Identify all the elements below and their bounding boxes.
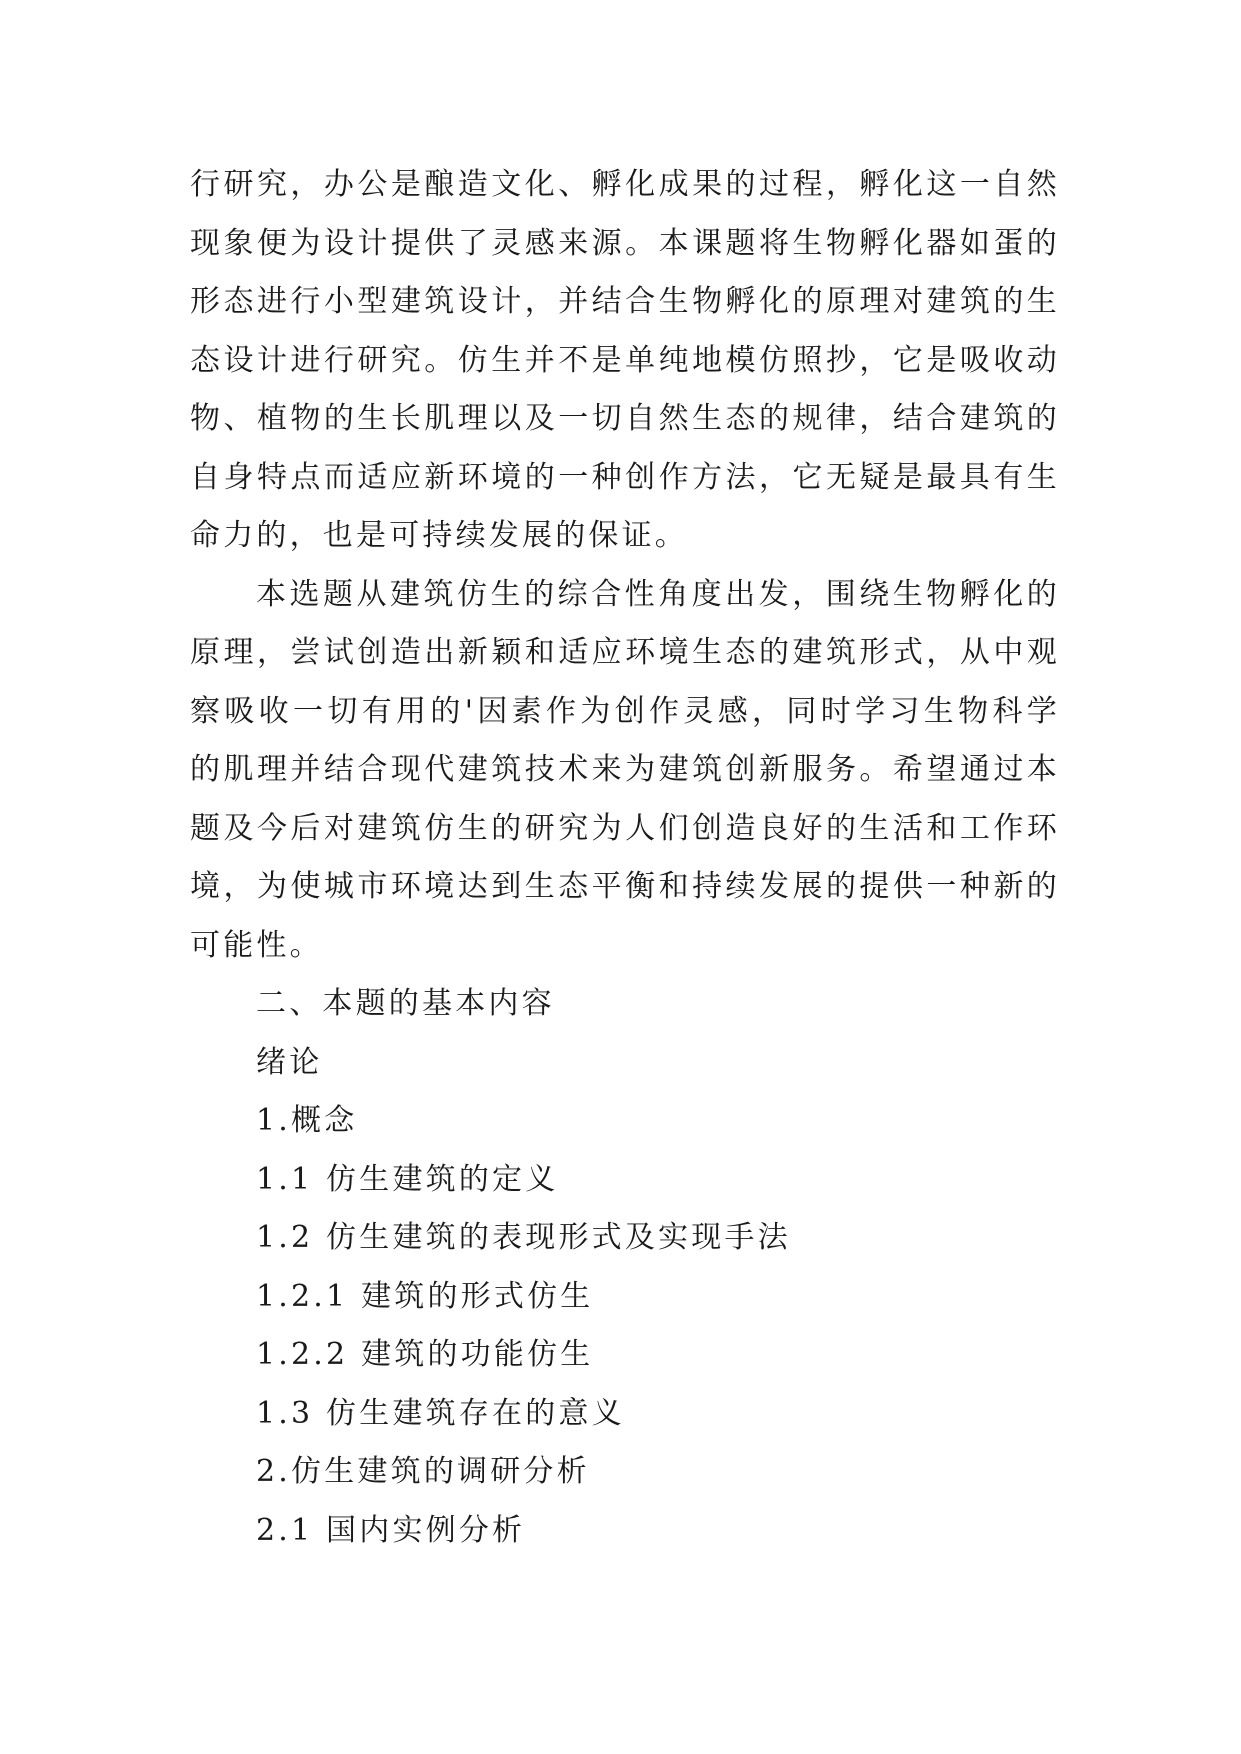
outline-item-2: 2.仿生建筑的调研分析 bbox=[256, 1454, 590, 1489]
outline-item-1: 1.概念 bbox=[256, 1103, 358, 1138]
outline-item-1-3: 1.3 仿生建筑存在的意义 bbox=[256, 1395, 625, 1431]
section-heading: 二、本题的基本内容 bbox=[256, 986, 555, 1021]
body-paragraph-continued: 行研究，办公是酿造文化、孵化成果的过程，孵化这一自然现象便为设计提供了灵感来源。本课题将生物孵化器如蛋的形态进行小型建筑设计，并结合生物孵化的原理对建筑的生态设计进行研究。仿生并不是单纯地模仿照抄，它是吸收动物、植物的生长肌理以及一切自然生态的规律，结合建筑的自身特点而适应新环境的一种创作方法，它无疑是最具有生命力的，也是可持续发展的保证。 bbox=[190, 167, 1060, 553]
outline-item-1-1: 1.1 仿生建筑的定义 bbox=[256, 1161, 559, 1197]
outline-item-1-2-1: 1.2.1 建筑的形式仿生 bbox=[256, 1278, 594, 1314]
body-paragraph: 本选题从建筑仿生的综合性角度出发，围绕生物孵化的原理，尝试创造出新颖和适应环境生态的建筑形式，从中观察吸收一切有用的'因素作为创作灵感，同时学习生物科学的肌理并结合现代建筑技术来为建筑创新服务。希望通过本题及今后对建筑仿生的研究为人们创造良好的生活和工作环境，为使城市环境达到生态平衡和持续发展的提供一种新的可能性。 bbox=[190, 576, 1060, 963]
outline-item-2-1: 2.1 国内实例分析 bbox=[256, 1512, 526, 1548]
outline-item-1-2-2: 1.2.2 建筑的功能仿生 bbox=[256, 1337, 594, 1372]
outline-item-1-2: 1.2 仿生建筑的表现形式及实现手法 bbox=[256, 1220, 791, 1255]
outline-item-introduction: 绪论 bbox=[256, 1044, 323, 1080]
document-page bbox=[190, 156, 1060, 1560]
